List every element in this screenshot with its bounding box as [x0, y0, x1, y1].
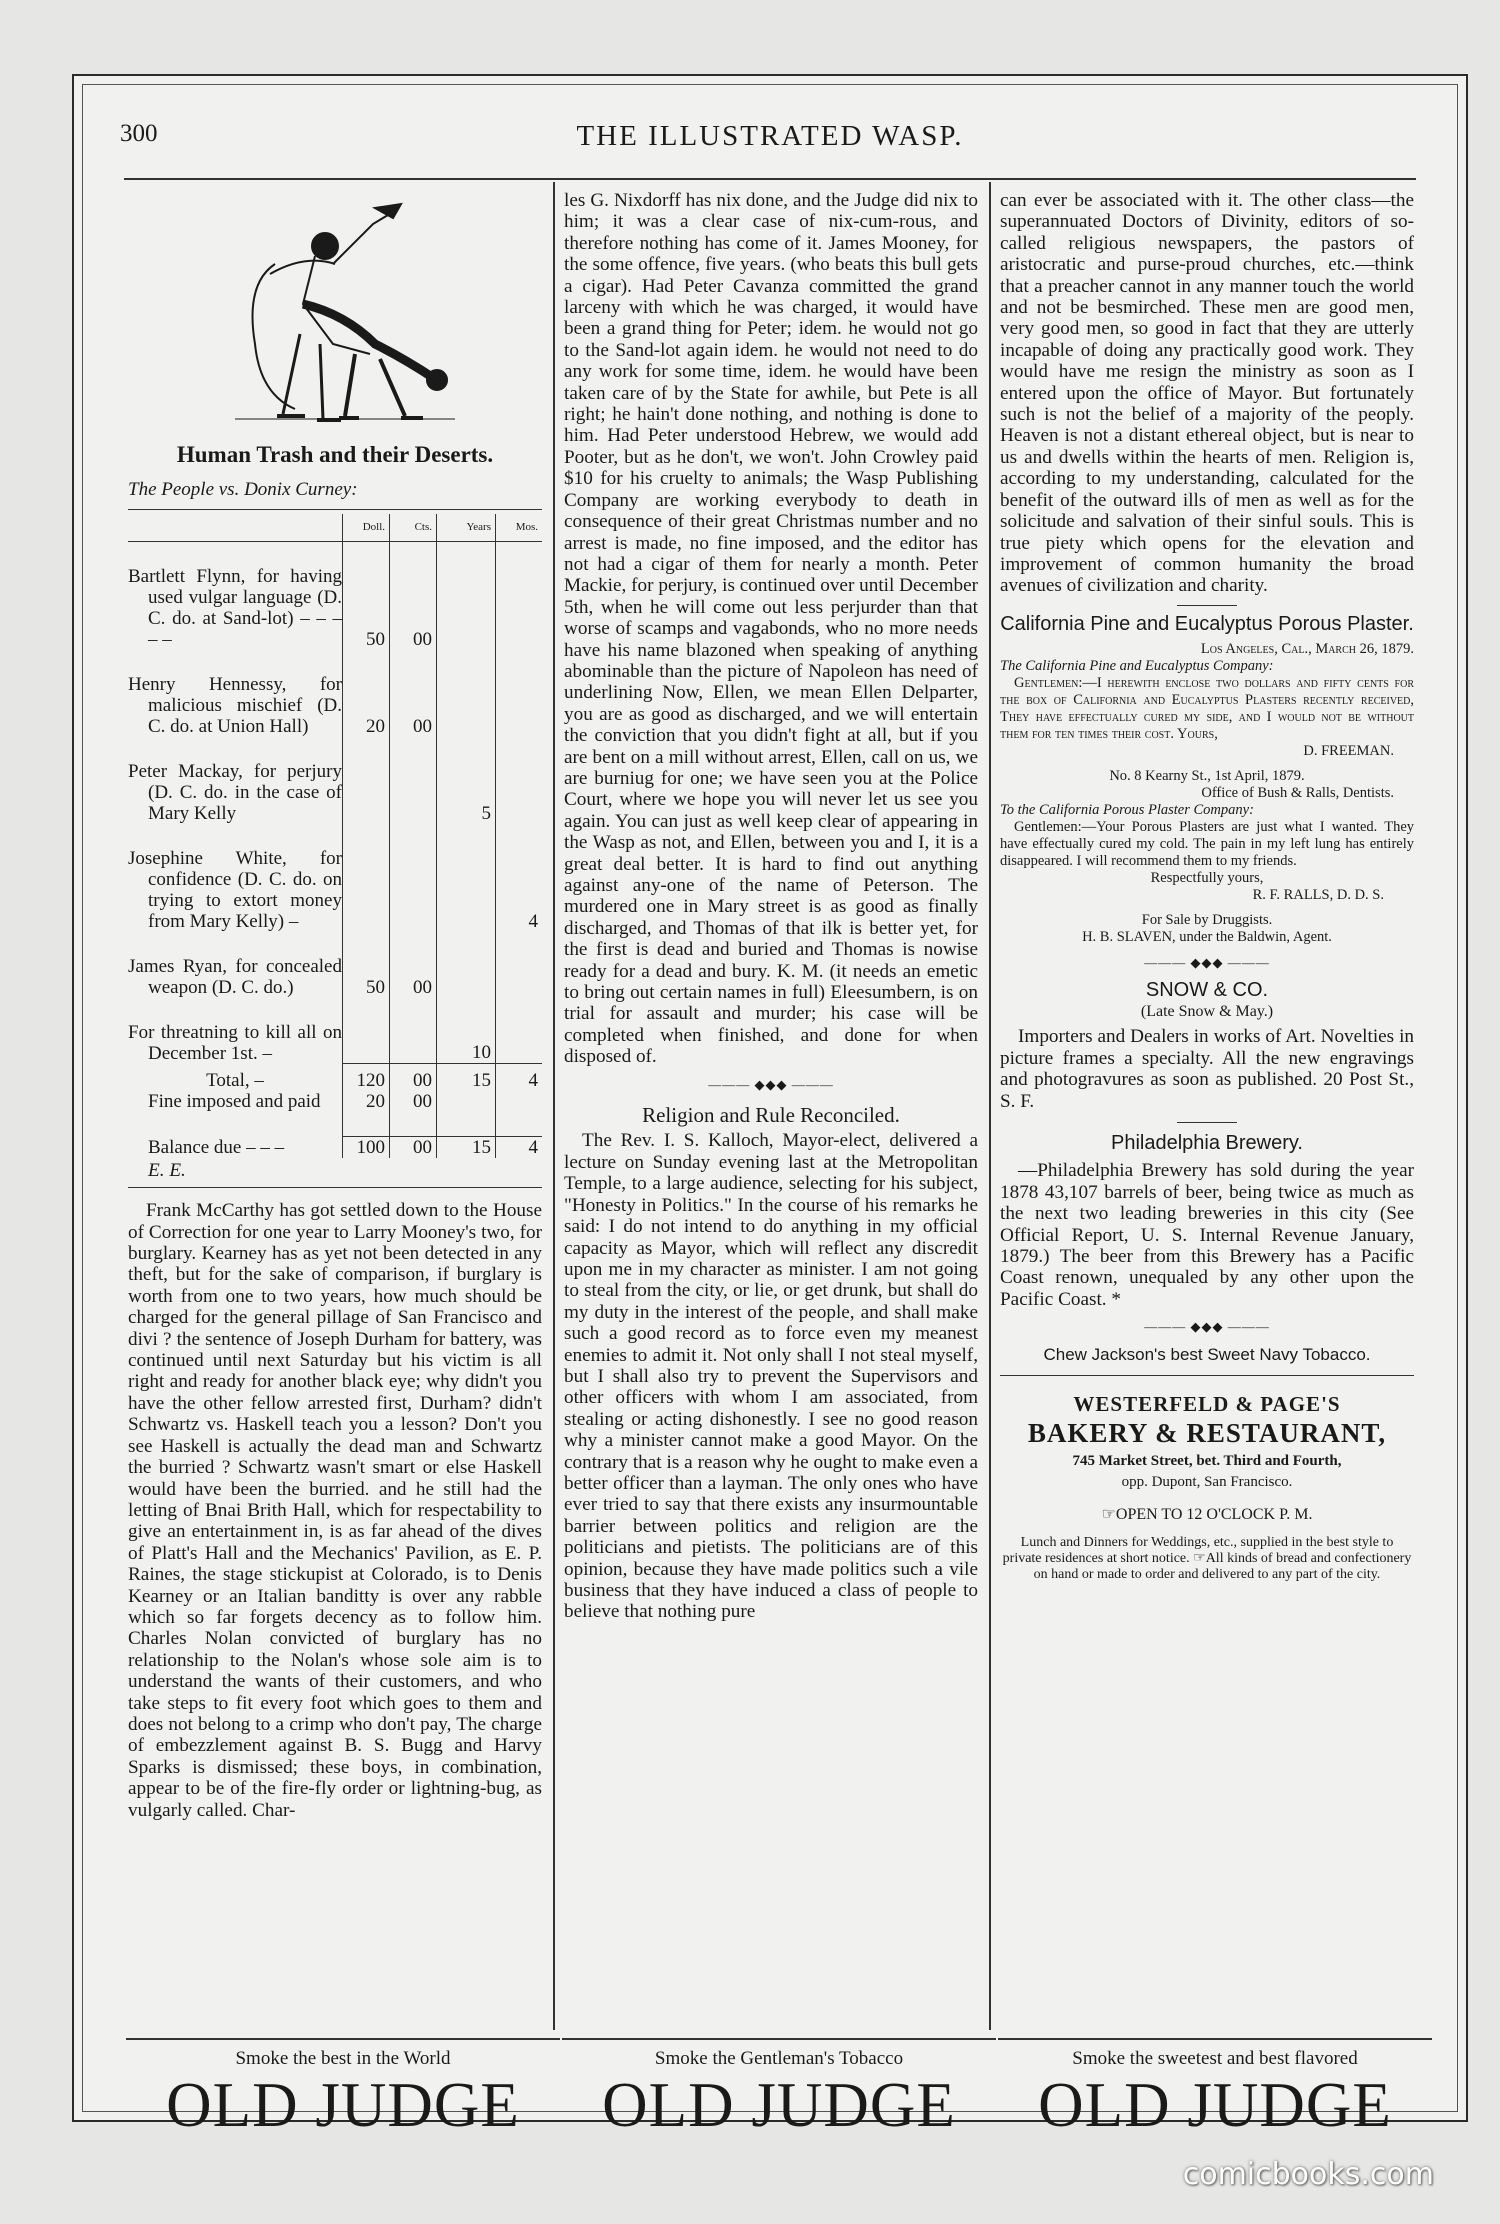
- signature: E. E.: [148, 1159, 186, 1181]
- article-body: Frank McCarthy has got settled down to the House of Correction for one year to Larry Mooney's two, for burglary. Kearney has as yet not been detected in any theft, but for the sake of comparison, if burglary is worth from one to two years, how much should be charged for the general pillage of San Francisco and divi ? the sentence of Joseph Durham for battery, was continued until next Saturday but his victim is all right and ready for another black eye; why didn't you have the other fellow arrested first, Durham? didn't Schwartz vs. Haskell teach you a lesson? Don't you see Haskell is actually the dead man and Schwartz the burried ? Schwartz wasn't smart or else Haskell would have been the burried. and he still had the letting of Bnai Brith Hall, which for respectability to give an entertainment in, is as far ahead of the dives of Platt's Hall and the Mechanics' Pavilion, as E. P. Raines, the stage stickupist at Colorado, is to Denis Kearney or an Italian banditty is over any rabble which so far forgets decency as to follow him. Charles Nolan convicted of burglary has no relationship to the Nolan's whose sole aim is to understand the wants of their customers, and who take steps to fit every foot which goes to them and does not belong to a crimp who don't pay, The charge of embezzlement against B. S. Bugg and Harvy Sparks is dismissed; these boys, in combination, appear to be of the fire-fly order or lightning-bug, as vulgarly called. Char-: [128, 1200, 542, 1821]
- tobacco-ad: Chew Jackson's best Sweet Navy Tobacco.: [1043, 1344, 1371, 1364]
- fine-row: Fine imposed and paid 20 00: [128, 1091, 542, 1112]
- header-rule: [124, 178, 1416, 180]
- col-header: Mos.: [496, 514, 543, 542]
- bakery-ad: WESTERFELD & PAGE'S BAKERY & RESTAURANT, 745 Market Street, bet. Third and Fourth, opp. Dupont, San Francisco. ☞OPEN TO 12 O'CLOCK P. M. Lunch and Dinners for Weddings, etc., supplied in the best style to private residences at short notice. ☞All kinds of bread and confectionery on hand or made to order and delivered to any part of the city.: [1002, 1392, 1412, 1583]
- old-judge-ad: Smoke the Gentleman's Tobacco OLD JUDGE: [562, 2038, 996, 2150]
- case-line: The People vs. Donix Curney:: [128, 479, 358, 501]
- table-row: James Ryan, for concealed weapon (D. C. do.) 50 00: [128, 956, 542, 998]
- article-body: les G. Nixdorff has nix done, and the Judge did nix to him; it was a clear case of nix-cum-rous, and therefore nothing has come of it. James Mooney, for the some offence, five years. (who beats this bull gets a cigar). Had Peter Cavanza committed the grand larceny with which he was charged, it would have been a grand thing for Peter; idem. he would not go to the Sand-lot again idem. he would not need to do any work for some time, idem. he would have been taken care of by the State for awhile, but Pete is all right; he hain't done nothing, and nothing is done to him. Had Peter understood Hebrew, we would add Pooter, but as he don't, we won't. John Crowley paid $10 for his cruelty to animals; the Wasp Publishing Company are working everybody to death in consequence of their great Christmas number and no arrest is made, no fine imposed, and the editor has not had a cigar of them for nearly a month. Peter Mackie, for perjury, is continued over until December 5th, when he will come out less perjurder than that worse of scamps and vagabonds, who no more needs have his name blazoned when speaking of anything abominable than the picture of Napoleon has need of underlining Now, Ellen, we mean Ellen Delparter, you are as good as discharged, and we will entertain the conviction that you didn't fight at all, but if you are bent on a mill without arrest, Ellen, call on us, we are burniug for one; we have seen you at the Police Court, where we hope you will never let us see you again. You can just as well keep clear of appearing in the Wasp as not, and Ellen, between you and I, it is a great deal better. It is hard to find out anything against any-one of the name of Peterson. The murdered one in Mary street is as good as finally discharged, and Thomas of that ilk is better yet, for the first is dead and buried and Thomas is nowise ready for a dead and bury. K. M. (it needs an emetic to bring out certain names in full) Eleesumbern, is on trial for assault and murder; his case will be completed when finished, and done for when disposed of.: [564, 190, 978, 1068]
- ad-title: California Pine and Eucalyptus Porous Plaster.: [1000, 612, 1414, 635]
- pine-plaster-ad: California Pine and Eucalyptus Porous Plaster. Los Angeles, Cal., March 26, 1879. The California Pine and Eucalyptus Company: Gentlemen:—I herewith enclose two dollars and fifty cents for the box of California and Eucalyptus Plasters recently received, They have effectually cured my side, and I would not be without them for ten times their cost. Yours, D. FREEMAN. No. 8 Kearny St., 1st April, 1879. Office of Bush & Ralls, Dentists. To the California Porous Plaster Company: Gentlemen:—Your Porous Plasters are just what I wanted. They have effectually cured my cold. The pain in my left lung has entirely disappeared. I will recommend them to my friends. Respectfully yours, R. F. RALLS, D. D. S. For Sale by Druggists. H. B. SLAVEN, under the Baldwin, Agent.: [1000, 612, 1414, 946]
- rule: [1177, 605, 1237, 606]
- column-divider: [553, 182, 555, 2030]
- rule: [128, 1187, 542, 1188]
- col-header: Doll.: [343, 514, 390, 542]
- balance-row: Balance due – – – 100 00 15 4: [128, 1136, 542, 1158]
- table-row: Josephine White, for confidence (D. C. do. on trying to extort money from Mary Kelly) – 4: [128, 848, 542, 932]
- col-header: Cts.: [390, 514, 437, 542]
- masthead-title: THE ILLUSTRATED WASP.: [576, 120, 964, 152]
- total-row: Total, – 120 00 15 4: [128, 1064, 542, 1091]
- col-header: Years: [437, 514, 496, 542]
- article-body: The Rev. I. S. Kalloch, Mayor-elect, delivered a lecture on Sunday evening last at the Metropolitan Temple, to a large audience, selecting for his subject, "Honesty in Politics." In the course of his remarks he said: I do not intend to do anything in my official capacity as Mayor, which will reflect any discredit upon me in my character as minister. I am not going to steal from the city, or lie, or get drunk, but shall do my duty in the interest of the people, and shall make such a good record as to force even my meanest enemies to admit it. Not only shall I not steal myself, but I shall also try to prevent the Supervisors and other officers with whom I am associated, from stealing or acting dishonestly. I see no good reason why a minister cannot make a good Mayor. On the contrary that is a reason why he ought to make even a better officer than a layman. The only ones who have ever tried to say that there exists any insurmountable barrier between politics and religion are the politicians and pietists. The politicians are of this opinion, because they have made politics such a vile business that they have induced a class of people to believe that nothing pure: [564, 1130, 978, 1623]
- watermark: comicbooks.com: [1182, 2157, 1434, 2192]
- ornament-divider: ——— ◆◆◆ ———: [1144, 1319, 1270, 1335]
- ornament-divider: ——— ◆◆◆ ———: [708, 1076, 834, 1092]
- ad-title: SNOW & CO.: [1145, 978, 1269, 1001]
- old-judge-ad: Smoke the best in the World OLD JUDGE: [126, 2038, 560, 2150]
- brewery-ad: Philadelphia Brewery. —Philadelphia Brewery has sold during the year 1878 43,107 barrels of beer, being twice as much as the next two leading breweries in this city (See Official Report, U. S. Internal Revenue January, 1879.) The beer from this Brewery has a Pacific Coast renown, unequaled by any other upon the Pacific Coast. *: [1000, 1131, 1414, 1310]
- ad-title: Philadelphia Brewery.: [1111, 1131, 1303, 1154]
- article-heading: Human Trash and their Deserts.: [176, 442, 494, 467]
- rule: [1000, 1375, 1414, 1376]
- column-right: [1000, 190, 1414, 1583]
- spanking-illustration: [205, 194, 465, 434]
- article-heading: Religion and Rule Reconciled.: [642, 1103, 900, 1128]
- ornament-divider: ——— ◆◆◆ ———: [1144, 955, 1270, 971]
- table-row: Bartlett Flynn, for having used vulgar language (D. C. do. at Sand-lot) – – – – – 50 00: [128, 566, 542, 650]
- fines-table: [128, 514, 542, 1158]
- rule: [1177, 1122, 1237, 1123]
- column-divider: [989, 182, 991, 2030]
- table-row: Peter Mackay, for perjury (D. C. do. in the case of Mary Kelly 5: [128, 761, 542, 824]
- rule: [128, 509, 542, 510]
- table-row: For threatning to kill all on December 1st. – 10: [128, 1022, 542, 1064]
- column-middle: [564, 190, 978, 1623]
- newspaper-page: [72, 74, 1468, 2140]
- column-left: [128, 190, 542, 1821]
- page-number: 300: [120, 120, 158, 147]
- old-judge-ad: Smoke the sweetest and best flavored OLD JUDGE: [998, 2038, 1432, 2150]
- table-row: Henry Hennessy, for malicious mischief (D. C. do. at Union Hall) 20 00: [128, 674, 542, 737]
- article-body: can ever be associated with it. The other class—the superannuated Doctors of Divinity, editors of so-called religious newspapers, the pastors of aristocratic and purse-proud churches, etc.—think that a preacher cannot in any manner touch the world and not be besmirched. These men are good men, very good men, so good in fact that they are utterly incapable of doing any practically good work. They would have me resign the ministry as soon as I entered upon the office of Mayor. But fortunately such is not the belief of a majority of the peoply. Heaven is not a distant ethereal object, but is near to us and dwells within the hearts of men. Religion is, according to my understanding, calculated for the benefit of the outward ills of men as well as for the solicitude and salvation of their sinful souls. This is true piety which opens for the elevation and improvement of common humanity the broad avenues of civilization and charity.: [1000, 190, 1414, 597]
- snow-co-ad: SNOW & CO. (Late Snow & May.) Importers and Dealers in works of Art. Novelties in picture frames a specialty. All the new engravings and photogravures as soon as published. 20 Post St., S. F.: [1000, 978, 1414, 1112]
